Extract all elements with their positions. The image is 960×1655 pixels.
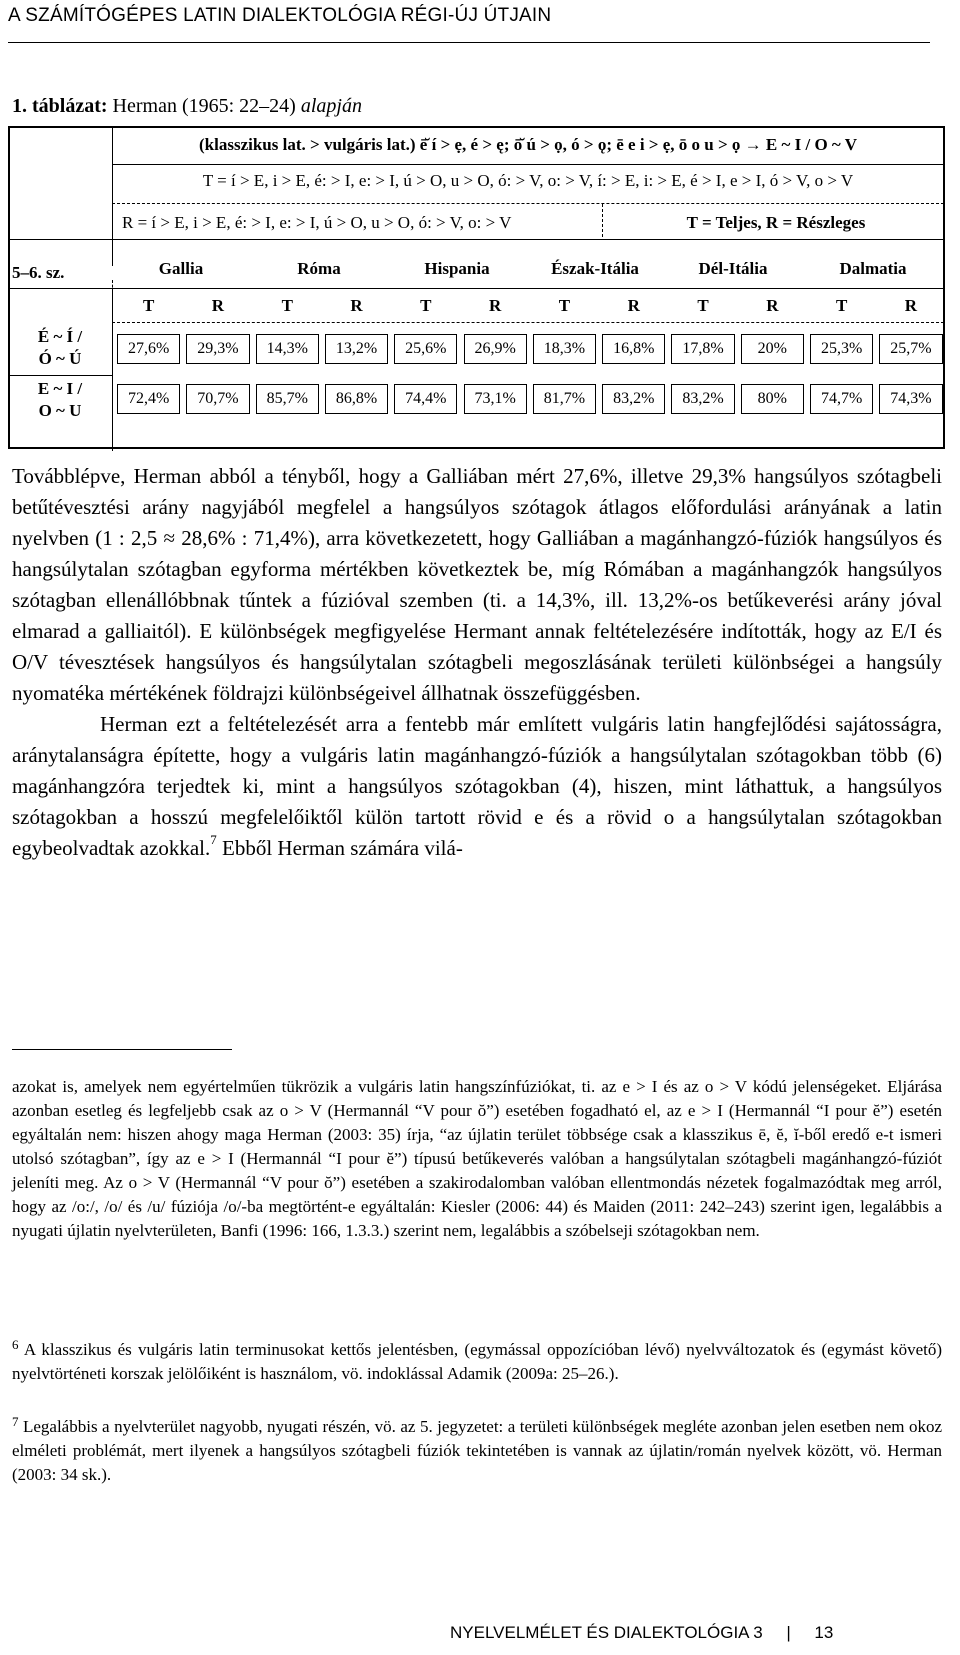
table-cell: 29,3% [186,334,249,364]
region-gallia: Gallia [158,259,204,278]
region-del-italia: Dél-Itália [698,259,768,278]
row-label-1 [10,326,110,370]
footnote-continuation: azokat is, amelyek nem egyértelműen tükrözik a vulgáris latin hangszínfúziókat, ti. az e > I és az o > V kódú jelenségeket. Eljárása azonban esetleg és legfeljebb csak az o > V (Hermannál “V pour ŏ”) esetében fogadható el, az e > I (Hermannál “I pour ĕ”) esetén egyáltalán nem: hiszen ahogy maga Herman (2003: 35) írja, “az újlatin terület többsége csak a klasszikus ē, ĕ, ĭ-ből eredő e-t ismeri utolsó szótagban”, így az e > I (Hermannál “I pour ĕ”) típusú betűkeverés valóban a hangsúlytalan szótagbeli magánhangzó-fúziót jeleníti meg. Az o > V (Hermannál “V pour ŏ”) esetében a szakirodalomban valóban ellentmondás nézetek fogalmazódtak meg arról, hogy az /o:/, /o/ és /u/ fúziója /o/-ba megtörtént-e egyáltalán: Kiesler (2006: 44) és Maiden (2011: 242–243) szerint igen, legalábbis a nyugati újlatin nyelvterületen, Banfi (1996: 166, 1.3.3.) szerint nem, legalábbis a szóbelseji szótagokban nem. [12,1077,942,1240]
footnote-7-number: 7 [12,1414,19,1429]
table-cell: 25,3% [810,334,873,364]
rule [10,288,944,289]
table-cell: 74,7% [810,384,873,414]
row-label-1-text: É ~ Í / Ó ~ Ú [37,327,83,368]
table-cell: 85,7% [256,384,319,414]
caption-text: Herman (1965: 22–24) [107,95,301,117]
footnote-7-text: Legalábbis a nyelvterület nagyobb, nyugati részén, vö. az 5. jegyzetet: a területi különbségek megléte azonban jelen esetben nem okoz elméleti problémát, mert ilyenek a hangsúlyos szótagbeli fúziók tekintetében is vannak az újlatin/román nyelvek között, vö. Herman (2003: 34 sk.). [12,1417,942,1484]
tr-header-cell: R [766,296,779,315]
region-eszak-italia: Észak-Itália [551,259,639,278]
table-cell: 16,8% [602,334,665,364]
table-cell: 70,7% [186,384,249,414]
table-line-3b: T = Teljes, R = Részleges [686,213,866,232]
region-hispania: Hispania [424,259,490,278]
rule [602,204,603,237]
footnote-6 [12,1338,942,1386]
tr-header-cell: T [558,296,571,315]
tr-header-cell: T [697,296,709,315]
table-cell: 17,8% [671,334,734,364]
footnote-6-text: A klasszikus és vulgáris latin terminusokat kettős jelentésben, (egymással oppozícióban lévő) nyelvváltozatok és (egymást követő) nyelvtörténeti korszak jelölőiként is használom, vö. indoklással Adamik (2009a: 25–26.). [12,1340,942,1383]
data-table [8,126,945,449]
rowhead-period: 5–6. sz. [12,263,65,282]
rule [112,203,944,204]
table-divider-bottom [112,288,113,451]
table-cell: 25,6% [394,334,457,364]
running-header: A SZÁMÍTÓGÉPES LATIN DIALEKTOLÓGIA RÉGI-ÚJ ÚTJAIN [8,5,552,26]
caption-italic: alapján [300,95,362,117]
tr-header-cell: R [904,296,918,315]
table-cell: 14,3% [256,334,319,364]
table-cell: 20% [741,334,804,364]
tr-header-cell: R [350,296,363,315]
table-caption [12,95,362,118]
rule [10,375,112,376]
table-cell: 25,7% [879,334,942,364]
rule [10,239,944,240]
tr-header-cell: R [627,296,640,315]
header-rule [8,42,930,43]
body-text [12,461,942,864]
region-dalmatia: Dalmatia [839,259,907,278]
region-roma: Róma [297,259,341,278]
table-cell: 18,3% [533,334,596,364]
table-cell: 13,2% [325,334,388,364]
paragraph-2-tail: Ebből Herman számára vilá- [216,836,463,860]
table-line-3a: R = í > E, i > E, é: > I, e: > I, ú > O, u > O, ó: > V, o: > V [122,213,512,232]
rule [112,164,944,165]
table-cell: 73,1% [464,384,527,414]
table-cell: 81,7% [533,384,596,414]
table-cell: 74,3% [879,384,942,414]
table-cell: 83,2% [602,384,665,414]
table-cell: 72,4% [117,384,180,414]
footnote-ref-7[interactable]: 7 [210,832,217,847]
tr-header-cell: T [142,296,155,315]
rule [112,322,944,323]
paragraph-1: Továbblépve, Herman abból a tényből, hogy a Galliában mért 27,6%, illetve 29,3% hangsúlyos szótagbeli betűtévesztési arány nagyjából megfelel a hangsúlyos szótagok átlagos előfordulási arányának a latin nyelvben (1 : 2,5 ≈ 28,6% : 71,4%), arra következetett, hogy Galliában a magánhangzó-fúziók hangsúlyos és hangsúlytalan szótagban egyforma mértékben következtek be, míg Rómában a magánhangzók hangsúlyos szótagban ellenállóbbnak tűntek a fúzióval szemben (ti. a 14,3%, ill. 13,2%-os betűkeverési arány jóval elmarad a galliaitól). E különbségek megfigyelése Hermant annak feltételezésére indították, hogy az E/I és O/V tévesztések hangsúlyos és hangsúlytalan szótagbeli megoszlásának területi különbségei a hangsúly nyomatéka mértékének földrajzi különbségeivel állhatnak összefüggésben. [12,464,942,705]
caption-label: 1. táblázat: [12,95,108,117]
footnote-7 [12,1415,942,1487]
table-cell: 26,9% [464,334,527,364]
row-label-2-text: E ~ I / O ~ U [37,379,83,420]
table-cell: 86,8% [325,384,388,414]
tr-header-cell: T [420,296,432,315]
tr-header-cell: R [211,296,225,315]
table-line-2: T = í > E, i > E, é: > I, e: > I, ú > O, u > O, ó: > V, o: > V, í: > E, i: > E, é > I, e > I, ó > V, o > V [202,171,854,190]
row-label-2 [10,378,110,422]
tr-header-cell: R [489,296,502,315]
table-cell: 27,6% [117,334,180,364]
footnote-rule [12,1049,232,1050]
paragraph-2 [12,709,942,864]
tr-header-cell: T [835,296,848,315]
tr-header-cell: T [281,296,293,315]
table-cell: 83,2% [671,384,734,414]
table-cell: 74,4% [394,384,457,414]
paragraph-2-text: Herman ezt a feltételezését arra a fentebb már említett vulgáris latin hangfejlődési sajátosságra, aránytalanságra építette, hogy a vulgáris latin magánhangzó-fúziók a hangsúlytalan szótagokban több (6) magánhangzóra terjedtek ki, mint a hangsúlyos szótagokban (4), hiszen, mint láthattuk, a hangsúlyos szótagokban a hosszú megfelelőiktől külön tartott rövid e és a rövid o a hangsúlytalan szótagokban egybeolvadtak azokkal. [12,712,942,860]
page-footer: NYELVELMÉLET ÉS DIALEKTOLÓGIA 3 | 13 [450,1623,834,1642]
table-cell: 80% [741,384,804,414]
table-line-1: (klasszikus lat. > vulgáris lat.) ē̆ í > ẹ, é > ę; ō̆ ú > ọ, ó > ǫ; ē e i > ẹ, ō o u > ọ → E ~ I / O ~ V [199,135,857,154]
footnote-6-number: 6 [12,1337,19,1352]
